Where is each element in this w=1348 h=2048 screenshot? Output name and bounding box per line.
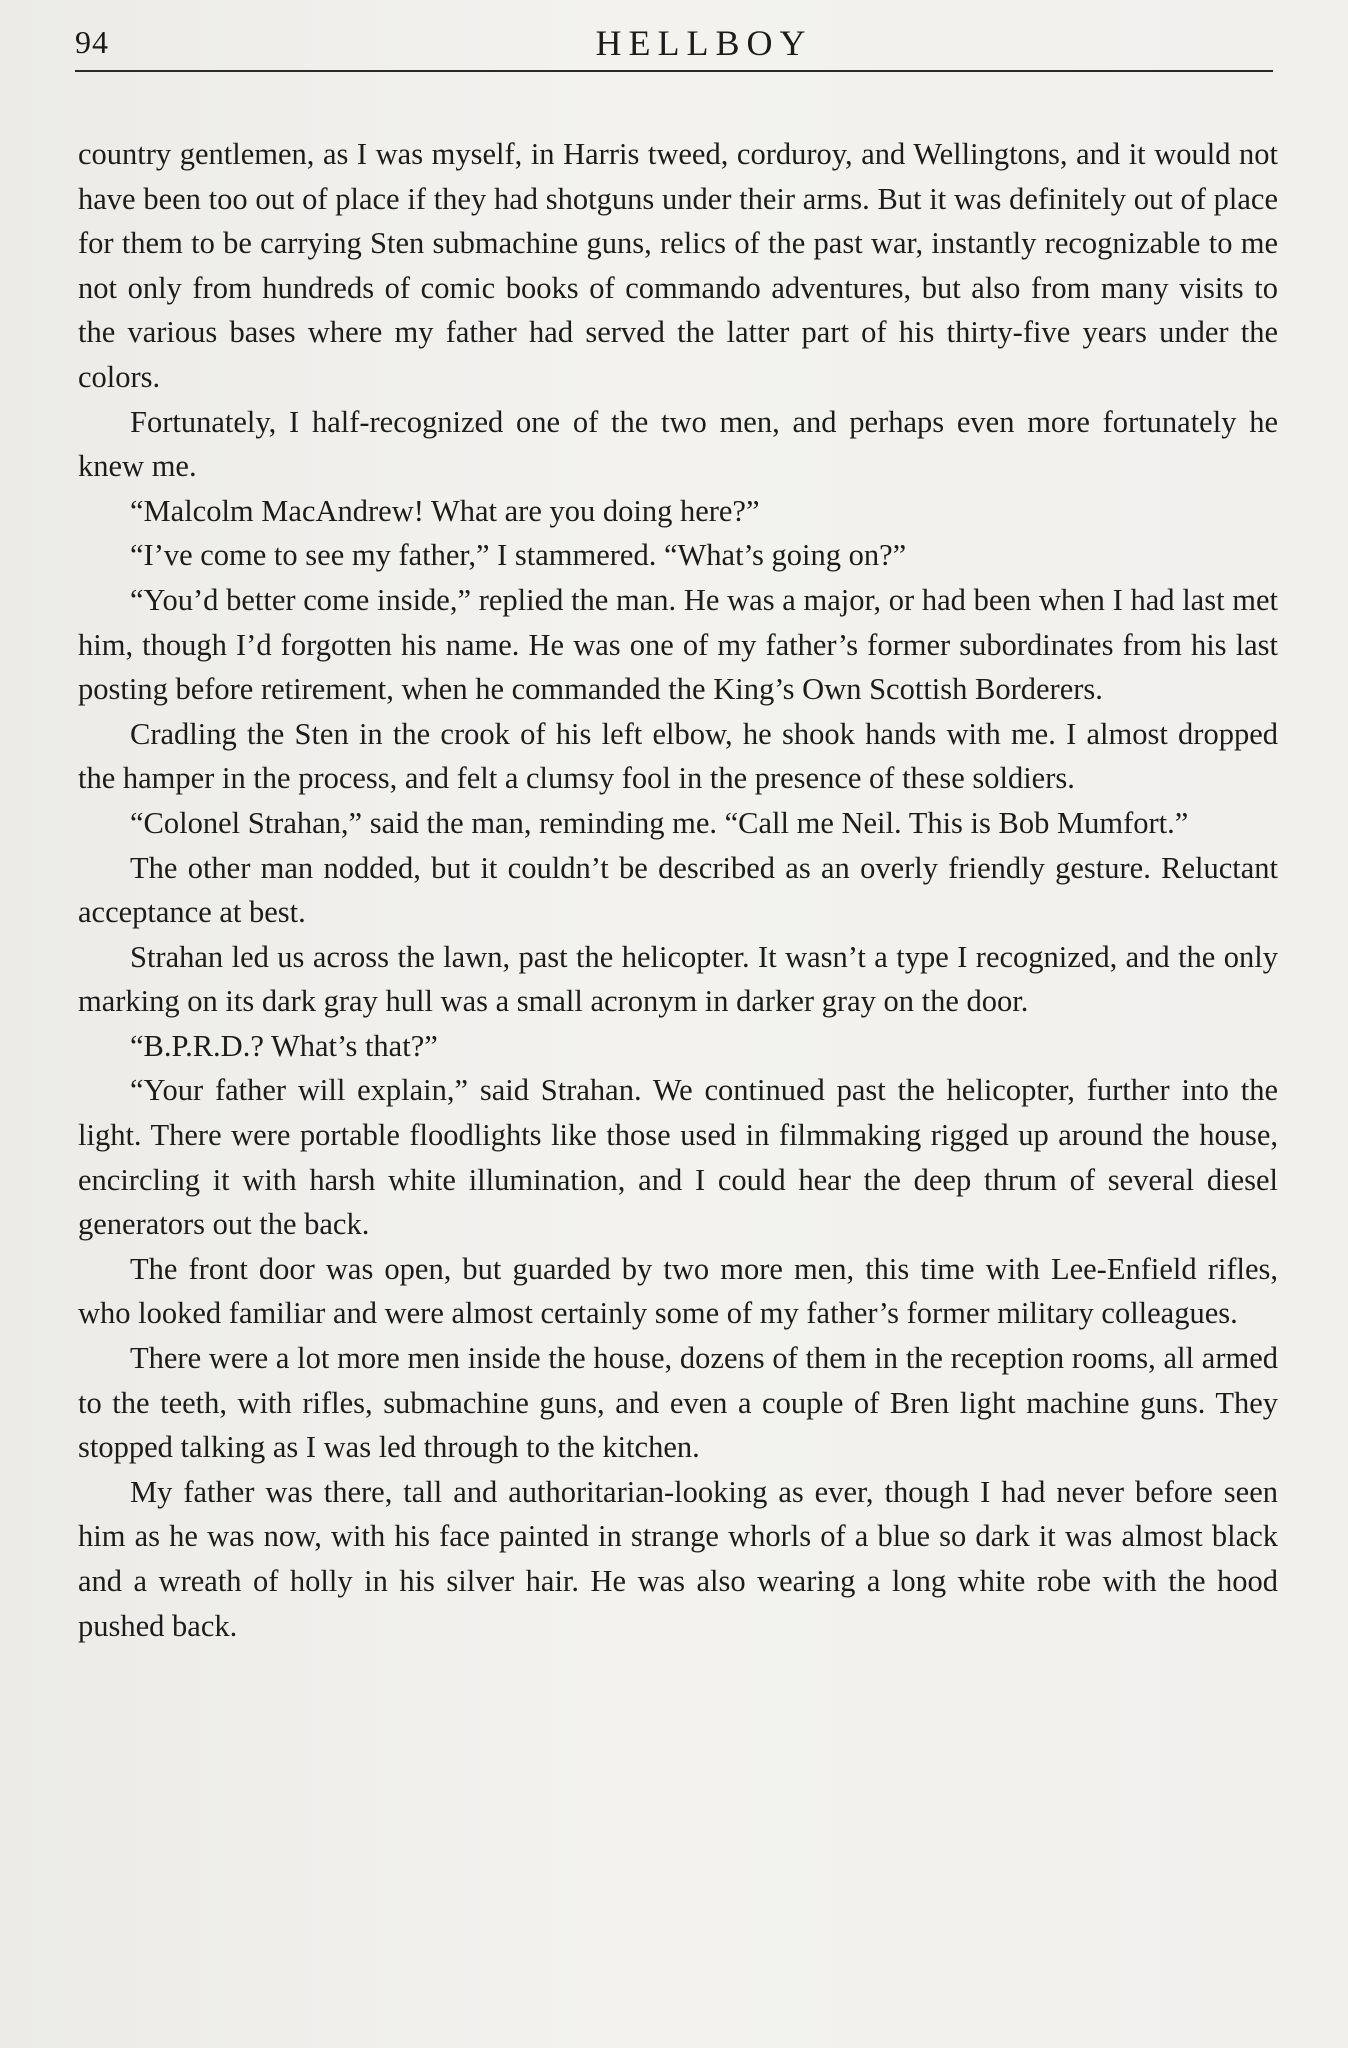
paragraph: “Colonel Strahan,” said the man, reminding me. “Call me Neil. This is Bob Mumfort.” [130,805,1189,840]
running-head-title: HELLBOY [595,23,813,63]
paragraph: “Malcolm MacAndrew! What are you doing here?” [130,493,760,528]
page-header [75,18,1273,68]
paragraph: Cradling the Sten in the crook of his left elbow, he shook hands with me. I almost dropped the hamper in the process, and felt a clumsy fool in the presence of these soldiers. [78,716,1278,796]
paragraph: There were a lot more men inside the house, dozens of them in the reception rooms, all armed to the teeth, with rifles, submachine guns, and even a couple of Bren light machine guns. They stopped talking as I was led through to the kitchen. [78,1341,1278,1465]
paragraph: country gentlemen, as I was myself, in Harris tweed, corduroy, and Wellingtons, and it would not have been too out of place if they had shotguns under their arms. But it was definitely out of place for them to be carrying Sten submachine guns, relics of the past war, instantly recognizable to me not only from hundreds of comic books of commando adventures, but also from many visits to the various bases where my father had served the latter part of his thirty-five years under the colors. [78,137,1278,394]
paragraph: “I’ve come to see my father,” I stammered. “What’s going on?” [130,538,907,573]
paragraph: The front door was open, but guarded by two more men, this time with Lee-Enfield rifles, who looked familiar and were almost certainly some of my father’s former military colleagues. [78,1251,1278,1331]
paragraph: Fortunately, I half-recognized one of the two men, and perhaps even more fortunately he knew me. [78,404,1278,484]
paragraph: “You’d better come inside,” replied the man. He was a major, or had been when I had last met him, though I’d forgotten his name. He was one of my father’s former subordinates from his last posting before retirement, when he commanded the King’s Own Scottish Borderers. [78,582,1278,707]
page-number: 94 [75,24,109,60]
paragraph: “B.P.R.D.? What’s that?” [130,1028,438,1063]
header-rule [75,70,1273,72]
paragraph: “Your father will explain,” said Strahan. We continued past the helicopter, further into the light. There were portable floodlights like those used in filmmaking rigged up around the house, encircling it with harsh white illumination, and I could hear the deep thrum of several diesel generators out the back. [78,1073,1278,1242]
paragraph: Strahan led us across the lawn, past the helicopter. It wasn’t a type I recognized, and the only marking on its dark gray hull was a small acronym in darker gray on the door. [78,939,1278,1019]
paragraph: The other man nodded, but it couldn’t be described as an overly friendly gesture. Reluctant acceptance at best. [78,850,1278,930]
body-text [78,132,1278,1648]
paragraph: My father was there, tall and authoritarian-looking as ever, though I had never before seen him as he was now, with his face painted in strange whorls of a blue so dark it was almost black and a wreath of holly in his silver hair. He was also wearing a long white robe with the hood pushed back. [78,1474,1278,1643]
